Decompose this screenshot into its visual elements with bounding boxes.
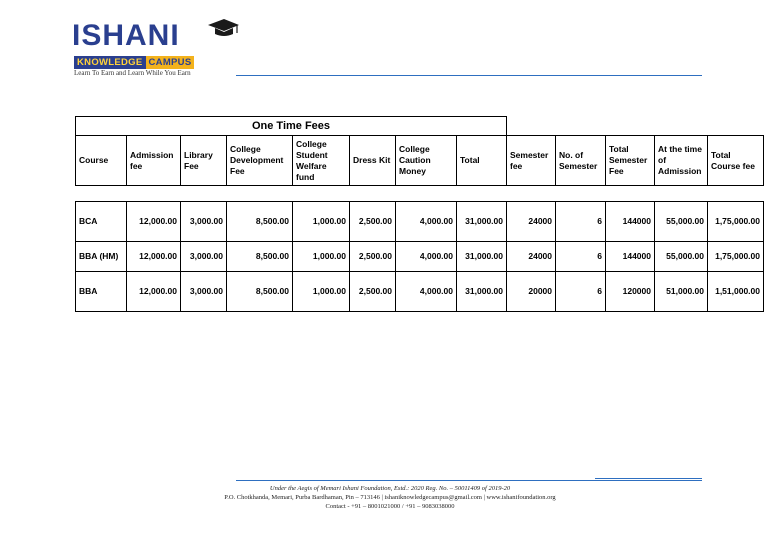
header-total-course-fee: Total Course fee [708,136,764,186]
footer-address-line: P.O. Chotkhanda, Memari, Purba Bardhaman, Pin – 713146 | ishaniknowledgecampus@gmail.com | www.ishanifoundation.org [224,494,556,501]
logo-badge-knowledge: KNOWLEDGE [74,56,146,69]
table-row [76,202,764,242]
cell-caution: 4,000.00 [396,272,457,312]
header-library-fee: Library Fee [181,136,227,186]
cell-admission: 12,000.00 [127,242,181,272]
column-header-row [76,136,764,186]
cell-library: 3,000.00 [181,272,227,312]
cell-at-admission: 55,000.00 [655,202,708,242]
cell-total-course: 1,75,000.00 [708,242,764,272]
header-caution-money: College Caution Money [396,136,457,186]
header-welfare-fund: College Student Welfare fund [293,136,350,186]
cell-at-admission: 55,000.00 [655,242,708,272]
one-time-fees-header: One Time Fees [76,117,507,136]
cell-num-semester: 6 [556,272,606,312]
cell-total: 31,000.00 [457,242,507,272]
cell-num-semester: 6 [556,202,606,242]
header-dress-kit: Dress Kit [350,136,396,186]
cell-total-semester: 144000 [606,202,655,242]
cell-development: 8,500.00 [227,242,293,272]
cell-course: BBA (HM) [76,242,127,272]
header-semester-fee: Semester fee [507,136,556,186]
header-divider [236,75,702,76]
footer-divider [236,480,702,481]
table-row [76,272,764,312]
cell-total: 31,000.00 [457,272,507,312]
cell-course: BCA [76,202,127,242]
logo-badge [74,56,194,69]
cell-development: 8,500.00 [227,202,293,242]
cell-caution: 4,000.00 [396,202,457,242]
fees-table [75,116,764,312]
group-header-row [76,117,764,136]
cell-total: 31,000.00 [457,202,507,242]
cell-total-course: 1,75,000.00 [708,202,764,242]
cell-library: 3,000.00 [181,242,227,272]
tagline: Learn To Earn and Learn While You Earn [74,69,191,77]
cell-library: 3,000.00 [181,202,227,242]
footer-aegis-line: Under the Aegis of Memari Ishani Foundation, Estd.: 2020 Reg. No. – 50011409 of 2019-20 [269,485,511,492]
cell-welfare: 1,000.00 [293,202,350,242]
cell-semester-fee: 20000 [507,272,556,312]
table-row [76,242,764,272]
logo [72,18,242,76]
cell-development: 8,500.00 [227,272,293,312]
cell-total-course: 1,51,000.00 [708,272,764,312]
cell-semester-fee: 24000 [507,242,556,272]
cell-dress: 2,500.00 [350,272,396,312]
footer-contact-line: Contact - +91 – 8001021000 / +91 – 9083038000 [325,503,455,510]
cell-total-semester: 144000 [606,242,655,272]
graduation-cap-icon [206,18,240,38]
cell-welfare: 1,000.00 [293,272,350,312]
cell-at-admission: 51,000.00 [655,272,708,312]
cell-total-semester: 120000 [606,272,655,312]
cell-dress: 2,500.00 [350,242,396,272]
cell-welfare: 1,000.00 [293,242,350,272]
cell-admission: 12,000.00 [127,272,181,312]
header-course: Course [76,136,127,186]
header-total: Total [457,136,507,186]
header-at-admission: At the time of Admission [655,136,708,186]
header-num-semester: No. of Semester [556,136,606,186]
logo-badge-campus: CAMPUS [146,56,195,69]
cell-num-semester: 6 [556,242,606,272]
footer-accent-rule [595,478,702,479]
header-total-semester-fee: Total Semester Fee [606,136,655,186]
cell-semester-fee: 24000 [507,202,556,242]
header-development-fee: College Development Fee [227,136,293,186]
cell-admission: 12,000.00 [127,202,181,242]
cell-course: BBA [76,272,127,312]
cell-caution: 4,000.00 [396,242,457,272]
logo-wordmark: ISHANI [72,19,180,52]
header-admission-fee: Admission fee [127,136,181,186]
cell-dress: 2,500.00 [350,202,396,242]
spacer-row [76,186,764,202]
